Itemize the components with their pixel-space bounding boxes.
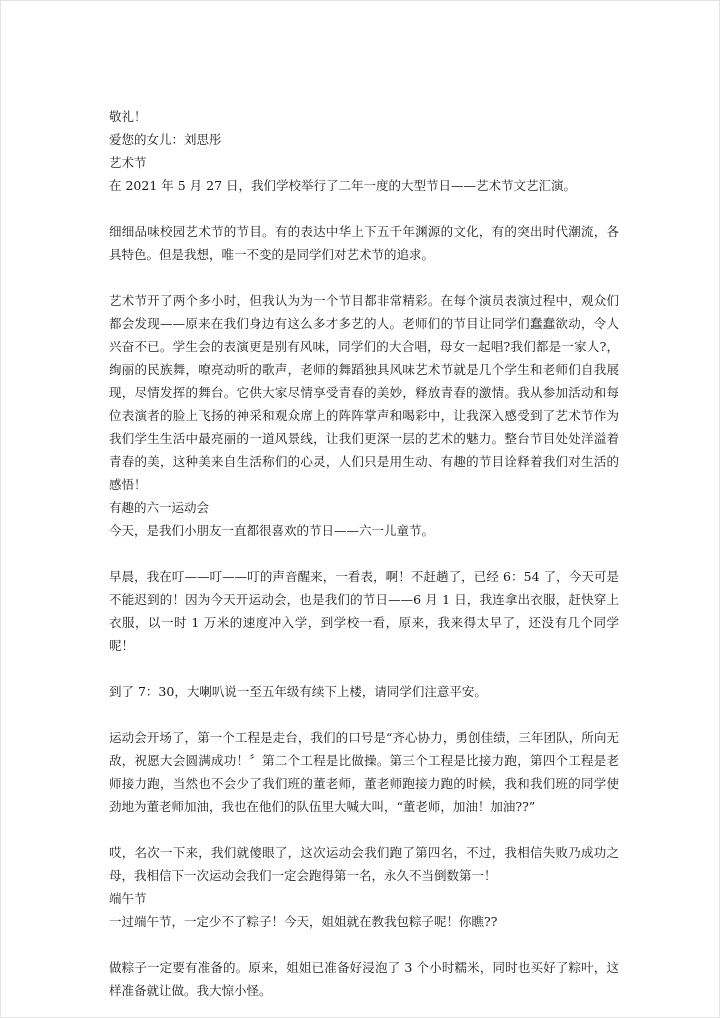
paragraph-gap bbox=[109, 197, 619, 220]
essay-title-sports-day: 有趣的六一运动会 bbox=[109, 500, 210, 515]
document-body bbox=[109, 105, 619, 1002]
paragraph: 今天，是我们小朋友一直都很喜欢的节日——六一儿童节。 bbox=[109, 523, 435, 538]
paragraph: 哎，名次一下来，我们就傻眼了，这次运动会我们跑了第四名，不过，我相信失败乃成功之母，我相信下一次运动会我们一定会跑得第一名，永久不当倒数第一！ bbox=[109, 845, 619, 883]
paragraph: 做粽子一定要有准备的。原来，姐姐已准备好浸泡了 3 个小时糯米，同时也买好了粽叶，这样准备就让做。我大惊小怪。 bbox=[109, 960, 619, 998]
letter-signature: 爱您的女儿：刘思彤 bbox=[109, 132, 222, 147]
paragraph-gap bbox=[109, 818, 619, 841]
essay-title-dragon-boat: 端午节 bbox=[109, 891, 147, 906]
paragraph-gap bbox=[109, 933, 619, 956]
paragraph: 在 2021 年 5 月 27 日，我们学校举行了二年一度的大型节日——艺术节文艺汇演。 bbox=[109, 178, 577, 193]
letter-closing: 敬礼！ bbox=[109, 109, 147, 124]
paragraph: 到了 7：30，大喇叭说一至五年级有续下上楼，请同学们注意平安。 bbox=[109, 684, 487, 699]
paragraph-gap bbox=[109, 266, 619, 289]
essay-title-art-festival: 艺术节 bbox=[109, 155, 147, 170]
paragraph: 细细品味校园艺术节的节目。有的表达中华上下五千年渊源的文化，有的突出时代潮流，各具特色。但是我想，唯一不变的是同学们对艺术节的追求。 bbox=[109, 224, 619, 262]
paragraph: 一过端午节，一定少不了粽子！今天，姐姐就在教我包粽子呢！你瞧?? bbox=[109, 914, 498, 929]
paragraph-gap bbox=[109, 542, 619, 565]
paragraph: 早晨，我在叮——叮——叮的声音醒来，一看表，啊！不赶趟了，已经 6：54 了，今天可是不能迟到的！因为今天开运动会，也是我们的节日——6 月 1 日，我连拿出衣服，赶快穿上衣服，以一时 1 万米的速度冲入学，到学校一看，原来，我来得太早了，还没有几个同学呢！ bbox=[109, 569, 619, 653]
paragraph: 艺术节开了两个多小时，但我认为为一个节目都非常精彩。在每个演员表演过程中，观众们都会发现——原来在我们身边有这么多才多艺的人。老师们的节目让同学们蠢蠢欲动，令人兴奋不已。学生会的表演更是别有风味，同学们的大合唱，母女一起唱?我们都是一家人?，绚丽的民族舞，嘹亮动听的歌声，老师的舞蹈独具风味艺术节就是几个学生和老师们自我展现，尽情发挥的舞台。它供大家尽情享受青春的美妙，释放青春的激情。我从参加活动和每位表演者的脸上飞扬的神采和观众席上的阵阵掌声和喝彩中，让我深入感受到了艺术节作为我们学生生活中最亮丽的一道风景线，让我们更深一层的艺术的魅力。整台节目处处洋溢着青春的美，这种美来自生活称们的心灵，人们只是用生动、有趣的节目诠释着我们对生活的感悟！ bbox=[109, 293, 619, 492]
paragraph-gap bbox=[109, 657, 619, 680]
paragraph-gap bbox=[109, 703, 619, 726]
paragraph: 运动会开场了，第一个工程是走台，我们的口号是“齐心协力，勇创佳绩，三年团队，所向无敌，祝愿大会圆满成功！〞第二个工程是比做操。第三个工程是比接力跑，第四个工程是老师接力跑，当然也不会少了我们班的董老师，董老师跑接力跑的时候，我和我们班的同学使劲地为董老师加油，我也在他们的队伍里大喊大叫，“董老师，加油！加油??” bbox=[109, 730, 619, 814]
